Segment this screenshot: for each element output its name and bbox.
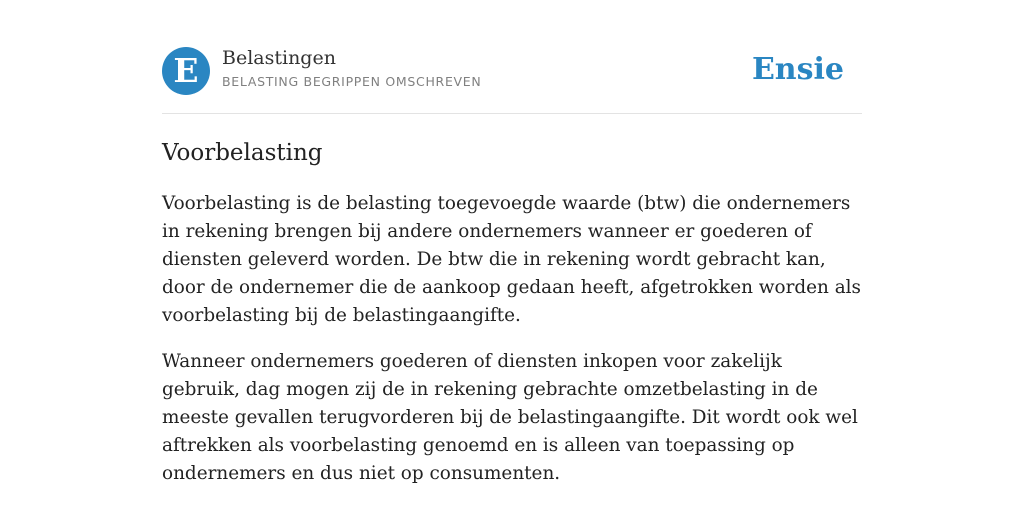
article-body [162,190,862,506]
brand-logo[interactable]: Ensie [751,52,844,87]
header-divider [162,113,862,114]
paragraph: Voorbelasting is de belasting toegevoegde waarde (btw) die ondernemers in rekening brengen bij andere ondernemers wanneer er goederen of diensten geleverd worden. De btw die in rekening wordt gebracht kan, door de ondernemer die de aankoop gedaan heeft, afgetrokken worden als voorbelasting bij de belastingaangifte. [162,193,861,326]
header [162,46,862,96]
paragraph: Wanneer ondernemers goederen of diensten inkopen voor zakelijk gebruik, dag mogen zij de in rekening gebrachte omzetbelasting in de meeste gevallen terugvorderen bij de belastingaangifte. Dit wordt ook wel aftrekken als voorbelasting genoemd en is alleen van toepassing op ondernemers en dus niet op consumenten. [162,351,858,484]
category-link[interactable]: Belastingen [222,47,336,69]
ensie-logo-icon[interactable]: E [162,47,210,95]
category-subtitle: BELASTING BEGRIPPEN OMSCHREVEN [222,74,482,89]
page-title: Voorbelasting [162,140,323,166]
